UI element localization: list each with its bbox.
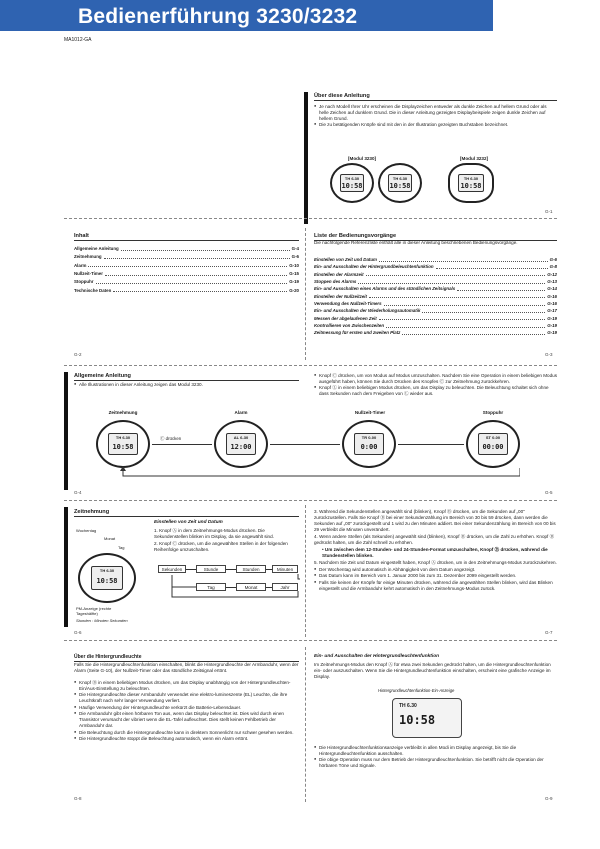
mode-arrow xyxy=(152,444,212,445)
watch-timer: TR 0-00 0:00 xyxy=(342,420,396,468)
procedure-row[interactable]: Ein- und Ausschalten eines Alarms und des stündlichen Zeitsignals G-14 xyxy=(314,286,557,292)
return-arrow xyxy=(100,466,520,480)
page-number: G-1 xyxy=(545,209,553,214)
backlight-intro: Falls Sie die Hintergrundleuchtenfunktion einschalten, blinkt die Hintergrundleuchte der Armbanduhr, wenn der Alarm (Seite G-10), der Nullzeit-Timer oder das stündliche Zeitsignal ertönt. xyxy=(74,662,299,673)
mode-label-stopwatch: Stoppuhr xyxy=(482,410,504,415)
backlight-right-list: ● Die Hintergrundleuchtenfunktionsanzeige verbleibt in allen Modi im Display angezeigt, bis Sie die Hintergrundleuchtenfunktion ausschalten. ● Die obige Operation muss nur dem Betrieb der Hintergrundleuchtenfunktion. Sie betrifft nicht die Operation der hörbaren Töne und Signale. xyxy=(314,745,557,770)
step: 4. Wenn andere Stellen (als Sekunden) angewählt sind (blinken), Knopf Ⓑ drücken, um die Zahl zu erhöhen. Knopf Ⓑ gedrückt halten, um die Zahl schnell zu erhöhen. xyxy=(314,533,555,545)
model-3232-label: [Modul 3232] xyxy=(460,156,489,161)
step: 1. Knopf Ⓐ in dem Zeitnehmungs-Modus drücken. Die Sekundenstellen blinken im Display, da sie angewählt sind. xyxy=(154,528,274,539)
seq-day: Tag xyxy=(196,583,226,591)
seq-hours: Stunden xyxy=(236,565,266,573)
procedures-intro: Die nachfolgende Referenzliste enthält alle in dieser Anleitung beschriebenen Bedienungsvorgänge. xyxy=(314,240,518,245)
document-code: MA1012-GA xyxy=(64,37,92,43)
procedure-row[interactable]: Einstellen der Nullzeitzeit G-16 xyxy=(314,293,557,299)
watch-timekeeping-detail: TH 6.30 10:58 xyxy=(78,553,136,603)
mode-label-alarm: Alarm xyxy=(234,410,248,415)
set-time-steps-right xyxy=(314,509,557,592)
page-number: G-7 xyxy=(545,630,553,635)
timekeeping-notes: ● Der Wochentag wird automatisch in Abhängigkeit von dem Datum angezeigt. ● Das Datum kann im Bereich vom 1. Januar 2000 bis zum 31. Dezember 2099 eingestellt werden. ● Falls Sie keinen der Knöpfe für einige Minuten drücken, während die angewählten Stellen blinken, wird das Blinken eingestellt und die Armbanduhr kehrt automatisch in den Zeitnehmungs-Modus zurück. xyxy=(314,567,557,592)
section-marker xyxy=(64,372,68,490)
page-number: G-2 xyxy=(74,352,82,357)
about-heading: Über diese Anleitung xyxy=(314,93,557,101)
backlight-toggle-heading: Ein- und Ausschalten der Hintergrundleuchtenfunktion xyxy=(314,654,440,659)
procedure-row[interactable]: Ein- und Ausschalten der Hintergrundbeleuchtenfunktion G-8 xyxy=(314,264,557,270)
section-marker xyxy=(64,507,68,627)
procedure-row[interactable]: Messen der abgelaufenen Zeit G-19 xyxy=(314,315,557,321)
procedure-row[interactable]: Zeitmessung für ersten und zweiten Platz G-19 xyxy=(314,330,557,336)
backlight-indicator-label: Hintergrundleuchtenfunktion-Ein-Anzeige xyxy=(378,688,455,693)
backlight-heading: Über die Hintergrundleuchte xyxy=(74,654,299,662)
backlight-display: TH 6.30 10:58 xyxy=(392,698,462,738)
press-c-label: Ⓒ drücken xyxy=(160,436,182,441)
mode-label-timekeeping: Zeitnehmung xyxy=(108,410,138,415)
seq-month: Monat xyxy=(236,583,266,591)
about-bullet: ● Die zu betätigenden Knöpfe sind mit den in der Illustration gezeigten Buchstaben bezeichnet. xyxy=(314,122,554,128)
toc-row[interactable]: Nullzeit-Timer G-15 xyxy=(74,270,299,276)
general-heading: Allgemeine Anleitung xyxy=(74,373,299,381)
set-time-heading: Einstellen von Zeit und Datum xyxy=(154,520,223,525)
seq-year: Jahr xyxy=(272,583,298,591)
toc-row[interactable]: Zeitnehmung G-6 xyxy=(74,254,299,260)
watch-timekeeping: TH 6.30 10:58 xyxy=(96,420,150,468)
manual-title: Bedienerführung 3230/3232 xyxy=(78,5,358,28)
procedure-row[interactable]: Einstellen der Alarmzeit G-12 xyxy=(314,271,557,277)
watch-3230-b: TH 6.30 10:58 xyxy=(378,163,422,203)
toc-row[interactable]: Alarm G-10 xyxy=(74,262,299,268)
watch-alarm: AL 6-30 12:00 xyxy=(214,420,268,468)
general-bullet: ● Alle Illustrationen in dieser Anleitung zeigen das Modul 3230. xyxy=(74,382,299,388)
backlight-list: ● Knopf Ⓑ in einem beliebigen Modus drücken, um das Display unabhängig von der Hintergrundleuchten-Ein/Aus-Einstellung zu beleuchten. ● Die Hintergrundleuchte dieser Armbanduhr verwendet eine elektro-lumineszente (EL) Leuchte, die ihre Leuchtkraft nach sehr langer Verwendung verliert. ● Häufige Verwendung der Hintergrundleuchte verkürzt die Batterie-Lebensdauer. ● Die Armbanduhr gibt einen hörbaren Ton aus, wenn das Display beleuchtet ist. Dies wird durch einen Transistor verursacht der vibriert wenn die EL-Tafel aufleuchtet. Dies stellt keinen Fehlbetrieb der Armbanduhr dar. ● Die Beleuchtung durch die Hintergrundleuchte kann in direktem Sonnenlicht nur schwer gesehen werden. ● Die Hintergrundleuchte stoppt die Beleuchtung automatisch, wenn ein Alarm ertönt. xyxy=(74,680,299,743)
step: 2. Knopf Ⓒ drücken, um die angewählten Stellen in der folgenden Reihenfolge umzuschalten. xyxy=(154,540,288,552)
page-number: G-6 xyxy=(74,630,82,635)
toc-list xyxy=(74,246,299,296)
casio-logo: CASIO. xyxy=(551,11,592,23)
watch-3230-a: TH 6.30 10:58 xyxy=(330,163,374,203)
seq-minutes: Minuten xyxy=(272,565,298,573)
time-units-label: Stunden : Minuten Sekunden xyxy=(76,618,128,623)
page-number: G-9 xyxy=(545,796,553,801)
about-list xyxy=(314,104,554,129)
day-label: Tag xyxy=(118,545,125,550)
procedures-list xyxy=(314,257,557,337)
general-list xyxy=(74,382,299,388)
about-bullet: ● Je nach Modell Ihrer Uhr erscheinen die Displayzeichen entweder als dunkle Zeichen auf hellem Grund oder als helle Zeichen auf dunklem Grund. Die in dieser Anleitung gezeigten Displaybeispiele zeigen dunkle Zeichen auf hellem Grund. xyxy=(314,104,554,122)
month-label: Monat xyxy=(104,536,116,541)
general-right-list xyxy=(314,373,557,398)
procedure-row[interactable]: Ein- und Ausschalten der Wiederholungsautomatik G-17 xyxy=(314,308,557,314)
title-banner xyxy=(0,0,592,31)
backlight-toggle-text: Im Zeitnehmungs-Modus den Knopf Ⓐ für etwa zwei Sekunden gedrückt halten, um die Hintergrundleuchtenfunktion ein- oder auszuschalten. Wenn Sie die Hintergrundleuchtenfunktion einschalten, erscheint eine grafische Anzeige im Display. xyxy=(314,662,551,679)
page-number: G-5 xyxy=(545,490,553,495)
toc-row[interactable]: Technische Daten G-20 xyxy=(74,287,299,293)
mode-label-timer: Nullzeit-Timer xyxy=(354,410,386,415)
timekeeping-heading: Zeitnehmung xyxy=(74,509,299,517)
general-bullet: ● Knopf Ⓒ drücken, um von Modus auf Modus umzuschalten. Nachdem Sie eine Operation in einem beliebigen Modus ausgeführt haben, können Sie durch Drücken des Knopfes Ⓒ zur Zeitnehmung zurückkehren. xyxy=(314,373,557,385)
section-marker xyxy=(304,92,308,224)
seq-seconds: Sekunden xyxy=(158,565,186,573)
page-number: G-3 xyxy=(545,352,553,357)
watch-3232: TH 6.30 10:58 xyxy=(448,163,494,203)
page-number: G-4 xyxy=(74,490,82,495)
page-number: G-8 xyxy=(74,796,82,801)
toc-row[interactable]: Allgemeine Anleitung G-4 xyxy=(74,246,299,251)
toc-row[interactable]: Stoppuhr G-19 xyxy=(74,279,299,285)
mode-arrow xyxy=(270,444,340,445)
procedure-row[interactable]: Einstellen von Zeit und Datum G-6 xyxy=(314,257,557,262)
mode-arrow xyxy=(398,444,464,445)
step-note: • Um zwischen dem 12-Stunden- und 24-Stunden-Format umzuschalten, Knopf Ⓓ drücken, während die Stundenstellen blinken. xyxy=(322,546,548,558)
procedure-row[interactable]: Stoppen des Alarms G-13 xyxy=(314,278,557,284)
seq-hour: Stunde xyxy=(196,565,226,573)
step: 3. Während die Sekundenstellen angewählt sind (blinken), Knopf Ⓑ drücken, um die Sekunden auf „00" zurückzustellen. Falls Sie Knopf Ⓑ bei einer Sekundenzählung im Bereich von 30 bis 59 drücken, dann werden die Sekunden auf „00" zurückgestellt und 1 wird zu den Minuten addiert. Bei einer Sekundenzählung im Bereich von 00 bis 29 verbleibt die Minuten unverändert. xyxy=(314,509,556,532)
watch-stopwatch: ST 0-00 00:00 xyxy=(466,420,520,468)
sequence-loop-arrow xyxy=(170,573,302,599)
procedure-row[interactable]: Verwendung des Nullzeit-Timers G-16 xyxy=(314,300,557,306)
weekday-label: Wochentag xyxy=(76,528,97,533)
procedures-heading: Liste der Bedienungsvorgänge xyxy=(314,233,557,241)
model-3230-label: [Modul 3230] xyxy=(348,156,377,161)
set-time-steps xyxy=(154,528,300,553)
procedure-row[interactable]: Kontrollieren von Zwischenzeiten G-19 xyxy=(314,322,557,328)
toc-heading: Inhalt xyxy=(74,233,299,241)
step: 5. Nachdem Sie Zeit und Datum eingestellt haben, Knopf Ⓐ drücken, um in den Zeitnehmungs-Modus zurückzukehren. xyxy=(314,559,557,565)
pm-indicator-label: PM-Anzeige (rechte Tageshälfte) xyxy=(76,606,112,617)
general-bullet: ● Knopf Ⓛ in einem beliebigen Modus drücken, um das Display zu beleuchten. Die Beleuchtung schaltet sich ohne dass Sekunden nach dem Freigeben von Ⓛ wieder aus. xyxy=(314,385,557,397)
